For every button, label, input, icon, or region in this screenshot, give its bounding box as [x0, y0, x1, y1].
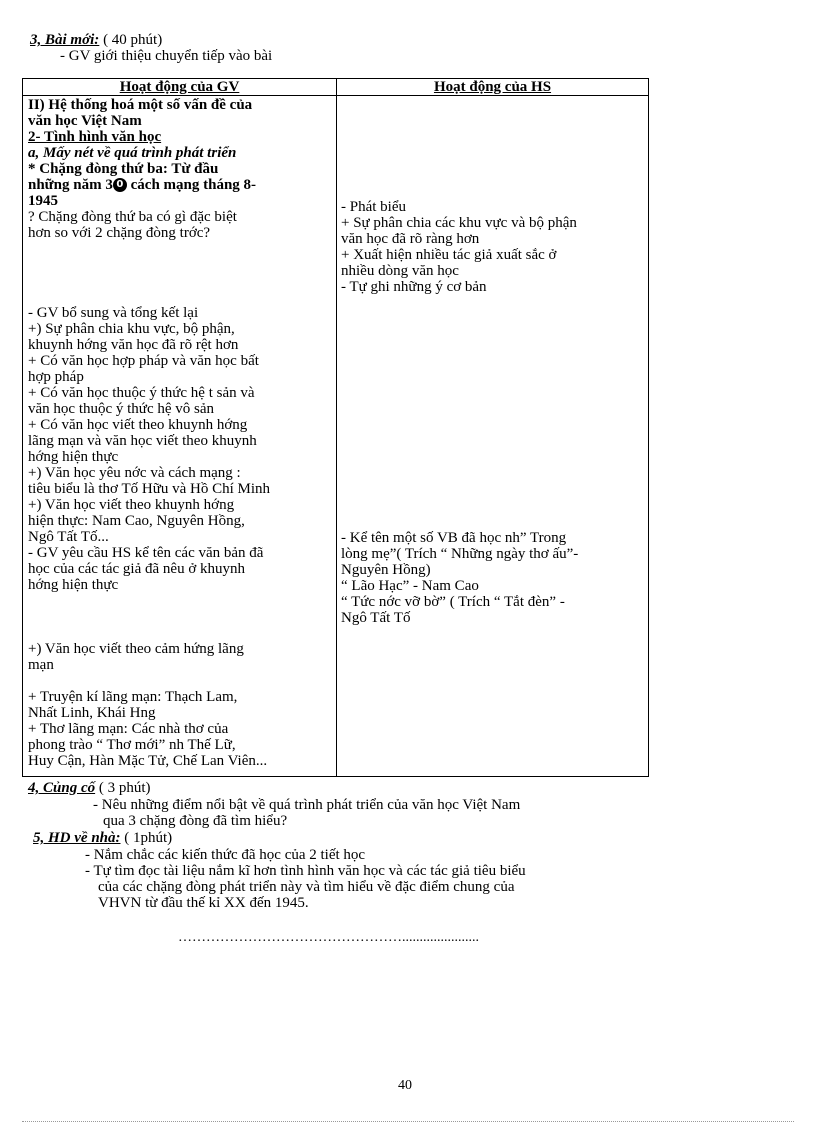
gv-line: + Truyện kí lãng mạn: Thạch Lam, [28, 689, 238, 705]
gv-line: * Chặng đòng thứ ba: Từ đầu [28, 161, 219, 177]
section3-title: 3, Bài mới: [30, 32, 100, 48]
number-icon: 0 [113, 178, 127, 192]
gv-line: Huy Cận, Hàn Mặc Tử, Chế Lan Viên... [28, 753, 268, 769]
gv-line: phong trào “ Thơ mới” nh Thế Lữ, [28, 737, 236, 753]
section4-time: ( 3 phút) [95, 780, 151, 796]
section5-line: - Tự tìm đọc tài liệu nắm kĩ hơn tình hình văn học và các tác giả tiêu biểu [85, 863, 526, 879]
gv-line: +) Văn học viết theo cảm hứng lãng [28, 641, 244, 657]
gv-line: - GV bổ sung và tổng kết lại [28, 305, 199, 321]
hs-line: - Kể tên một số VB đã học nh” Trong [341, 530, 567, 546]
gv-line: + Thơ lãng mạn: Các nhà thơ của [28, 721, 229, 737]
header-hs: Hoạt động của HS [433, 79, 552, 95]
hs-line: Ngô Tất Tố [341, 610, 411, 626]
hs-block-1 [341, 199, 646, 295]
footer-rule [22, 1121, 794, 1122]
gv-line: khuynh hớng văn học đã rõ rệt hơn [28, 337, 239, 353]
section5-line: - Nắm chắc các kiến thức đã học của 2 tiết học [85, 847, 366, 863]
gv-line: hiện thực: Nam Cao, Nguyên Hồng, [28, 513, 245, 529]
hs-line: - Tự ghi những ý cơ bản [341, 279, 487, 295]
gv-line: Ngô Tất Tố... [28, 529, 109, 545]
gv-line-head: những năm 3 [28, 177, 113, 193]
section4-line: qua 3 chặng đòng đã tìm hiểu? [103, 813, 288, 829]
gv-line [28, 241, 333, 257]
dotted-separator: …………………………………………...................... [178, 930, 479, 945]
hs-line: + Sự phân chia các khu vực và bộ phận [341, 215, 577, 231]
gv-line: hợp pháp [28, 369, 84, 385]
gv-line: + Có văn học hợp pháp và văn học bất [28, 353, 259, 369]
section3-heading [30, 32, 162, 48]
gv-line [28, 625, 333, 641]
gv-line [28, 593, 333, 609]
gv-line [28, 273, 333, 289]
activity-table [22, 78, 649, 777]
section4-line: - Nêu những điểm nổi bật về quá trình phát triển của văn học Việt Nam [93, 797, 521, 813]
section5-time: ( 1phút) [120, 830, 173, 846]
gv-line [28, 289, 333, 305]
gv-line: văn học thuộc ý thức hệ vô sản [28, 401, 214, 417]
gv-line [28, 673, 333, 689]
section5-heading [33, 830, 172, 846]
gv-line: hớng hiện thực [28, 449, 119, 465]
header-divider [23, 95, 648, 96]
section5-line: VHVN từ đầu thế kỉ XX đến 1945. [98, 895, 309, 911]
hs-block-2 [341, 530, 646, 626]
gv-line-tail: cách mạng tháng 8- [126, 177, 257, 193]
gv-line: 2- Tình hình văn học [28, 129, 162, 145]
hs-line: + Xuất hiện nhiều tác giả xuất sắc ở [341, 247, 557, 263]
gv-line: - GV yêu cầu HS kể tên các văn bản đã [28, 545, 264, 561]
gv-column [28, 97, 333, 769]
section4-title: 4, Củng cố [28, 780, 96, 796]
section5-line: của các chặng đòng phát triển này và tìm hiểu về đặc điểm chung của [98, 879, 515, 895]
gv-line [28, 257, 333, 273]
header-gv: Hoạt động của GV [119, 79, 240, 95]
gv-line: +) Sự phân chia khu vực, bộ phận, [28, 321, 235, 337]
gv-line: + Có văn học thuộc ý thức hệ t sản và [28, 385, 255, 401]
gv-line: Nhất Linh, Khái Hng [28, 705, 156, 721]
section3-time: ( 40 phút) [99, 32, 163, 48]
gv-line: +) Văn học viết theo khuynh hớng [28, 497, 235, 513]
gv-line: mạn [28, 657, 54, 673]
gv-line: tiêu biểu là thơ Tố Hữu và Hồ Chí Minh [28, 481, 271, 497]
gv-line: II) Hệ thống hoá một số vấn đề của [28, 97, 253, 113]
gv-line: học của các tác giả đã nêu ở khuynh [28, 561, 246, 577]
hs-line: lòng mẹ”( Trích “ Những ngày thơ ấu”- [341, 546, 579, 562]
gv-line: lãng mạn và văn học viết theo khuynh [28, 433, 257, 449]
section5-title: 5, HD về nhà: [33, 830, 121, 846]
hs-line: văn học đã rõ ràng hơn [341, 231, 480, 247]
hs-line: - Phát biểu [341, 199, 406, 215]
hs-line: “ Tức nớc vỡ bờ” ( Trích “ Tắt đèn” - [341, 594, 565, 610]
section4-heading [28, 780, 151, 796]
page-number: 40 [398, 1078, 412, 1093]
gv-line [28, 609, 333, 625]
section3-intro: - GV giới thiệu chuyển tiếp vào bài [60, 48, 273, 64]
hs-line: Nguyên Hồng) [341, 562, 431, 578]
gv-line-with-icon [28, 177, 333, 193]
gv-line: 1945 [28, 193, 58, 209]
gv-line: +) Văn học yêu nớc và cách mạng : [28, 465, 241, 481]
column-divider [336, 79, 337, 776]
gv-line: văn học Việt Nam [28, 113, 142, 129]
hs-line: “ Lão Hạc” - Nam Cao [341, 578, 479, 594]
gv-line: ? Chặng đòng thứ ba có gì đặc biệt [28, 209, 237, 225]
gv-line: hơn so với 2 chặng đòng trớc? [28, 225, 211, 241]
gv-line: a, Mấy nét về quá trình phát triển [28, 145, 237, 161]
hs-line: nhiều dòng văn học [341, 263, 459, 279]
gv-line: hớng hiện thực [28, 577, 119, 593]
gv-line: + Có văn học viết theo khuynh hớng [28, 417, 248, 433]
